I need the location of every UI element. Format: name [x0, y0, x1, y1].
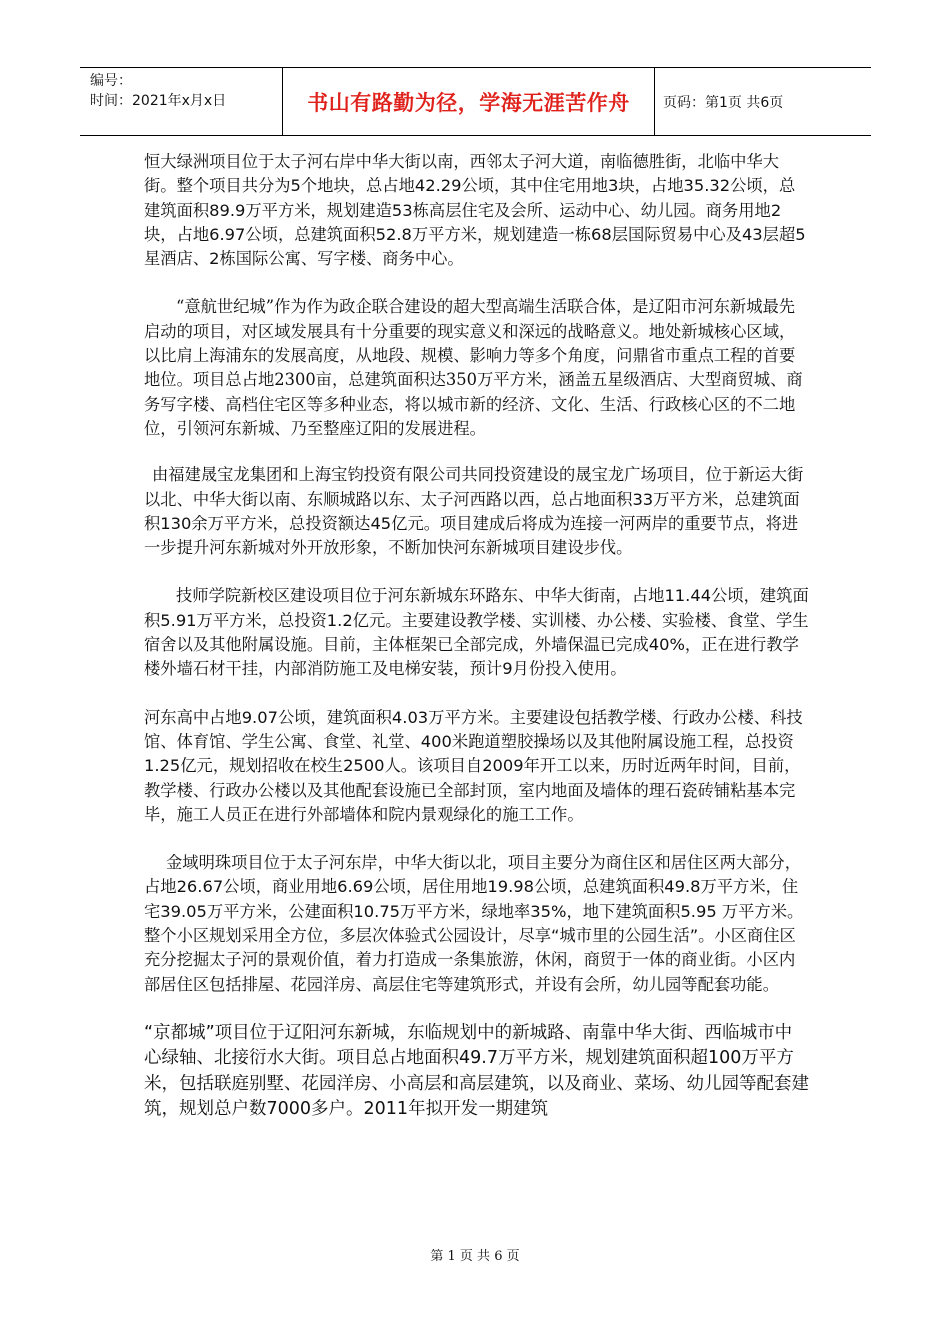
page-footer: 第 1 页 共 6 页	[430, 1249, 520, 1264]
paragraph-evergrande-oasis: 恒大绿洲项目位于太子河右岸中华大街以南，西邻太子河大道，南临德胜街，北临中华大街。整个项目共分为5个地块，总占地42.29公顷，其中住宅用地3块，占地35.32公顷，总建筑面积89.9万平方米，规划建造53栋高层住宅及会所、运动中心、幼儿园。商务用地2块，占地6.97公顷，总建筑面积52.8万平方米，规划建造一栋68层国际贸易中心及43层超5星酒店、2栋国际公寓、写字楼、商务中心。	[144, 152, 806, 269]
paragraph-jinyu-pearl: 金域明珠项目位于太子河东岸，中华大街以北，项目主要分为商住区和居住区两大部分，占地26.67公顷，商业用地6.69公顷，居住用地19.98公顷，总建筑面积49.8万平方米，住宅39.05万平方米，公建面积10.75万平方米，绿地率35%，地下建筑面积5.95 万平方米。整个小区规划采用全方位，多层次体验式公园设计，尽享“城市里的公园生活”。小区商住区充分挖掘太子河的景观价值，着力打造成一条集旅游，休闲，商贸于一体的商业街。小区内部居住区包括排屋、花园洋房、高层住宅等建筑形式，并设有会所，幼儿园等配套功能。	[144, 853, 804, 994]
header-page-number: 页码：第1页 共6页	[663, 94, 784, 111]
page-header	[80, 67, 871, 136]
document-body	[144, 150, 809, 1123]
document-number-label: 编号：	[90, 73, 132, 89]
paragraph-technician-college: 技师学院新校区建设项目位于河东新城东环路东、中华大街南，占地11.44公顷，建筑面积5.91万平方米，总投资1.2亿元。主要建设教学楼、实训楼、办公楼、实验楼、食堂、学生宿舍以及其他附属设施。目前，主体框架已全部完成，外墙保温已完成40%，正在进行教学楼外墙石材干挂，内部消防施工及电梯安装，预计9月份投入使用。	[144, 586, 809, 679]
header-motto: 书山有路勤为径，学海无涯苦作舟	[283, 68, 655, 135]
paragraph-jingdu-city: “京都城”项目位于辽阳河东新城，东临规划中的新城路、南靠中华大街、西临城市中心绿轴、北接衍水大街。项目总占地面积49.7万平方米，规划建筑面积超100万平方米，包括联庭别墅、花园洋房、小高层和高层建筑，以及商业、菜场、幼儿园等配套建筑，规划总户数7000多户。2011年拟开发一期建筑	[144, 1022, 809, 1120]
paragraph-hedong-high-school: 河东高中占地9.07公顷，建筑面积4.03万平方米。主要建设包括教学楼、行政办公楼、科技馆、体育馆、学生公寓、食堂、礼堂、400米跑道塑胶操场以及其他附属设施工程，总投资1.25亿元，规划招收在校生2500人。该项目自2009年开工以来，历时近两年时间，目前，教学楼、行政办公楼以及其他配套设施已全部封顶，室内地面及墙体的理石瓷砖铺粘基本完毕，施工人员正在进行外部墙体和院内景观绿化的施工工作。	[144, 707, 803, 824]
header-meta	[80, 68, 283, 135]
paragraph-shengbaolong-plaza: 由福建晟宝龙集团和上海宝钧投资有限公司共同投资建设的晟宝龙广场项目，位于新运大街以北、中华大街以南、东顺城路以东、太子河西路以西，总占地面积33万平方米，总建筑面积130余万平方米，总投资额达45亿元。项目建成后将成为连接一河两岸的重要节点，将进一步提升河东新城对外开放形象，不断加快河东新城项目建设步伐。	[144, 465, 804, 558]
document-date-label: 时间：2021年x月x日	[90, 93, 227, 109]
paragraph-yihang-century-city: “意航世纪城”作为作为政企联合建设的超大型高端生活联合体，是辽阳市河东新城最先启动的项目，对区域发展具有十分重要的现实意义和深远的战略意义。地处新城核心区域，以比肩上海浦东的发展高度，从地段、规模、影响力等多个角度，问鼎省市重点工程的首要地位。项目总占地2300亩，总建筑面积达350万平方米，涵盖五星级酒店、大型商贸城、商务写字楼、高档住宅区等多种业态，将以城市新的经济、文化、生活、行政核心区的不二地位，引领河东新城、乃至整座辽阳的发展进程。	[144, 297, 803, 438]
